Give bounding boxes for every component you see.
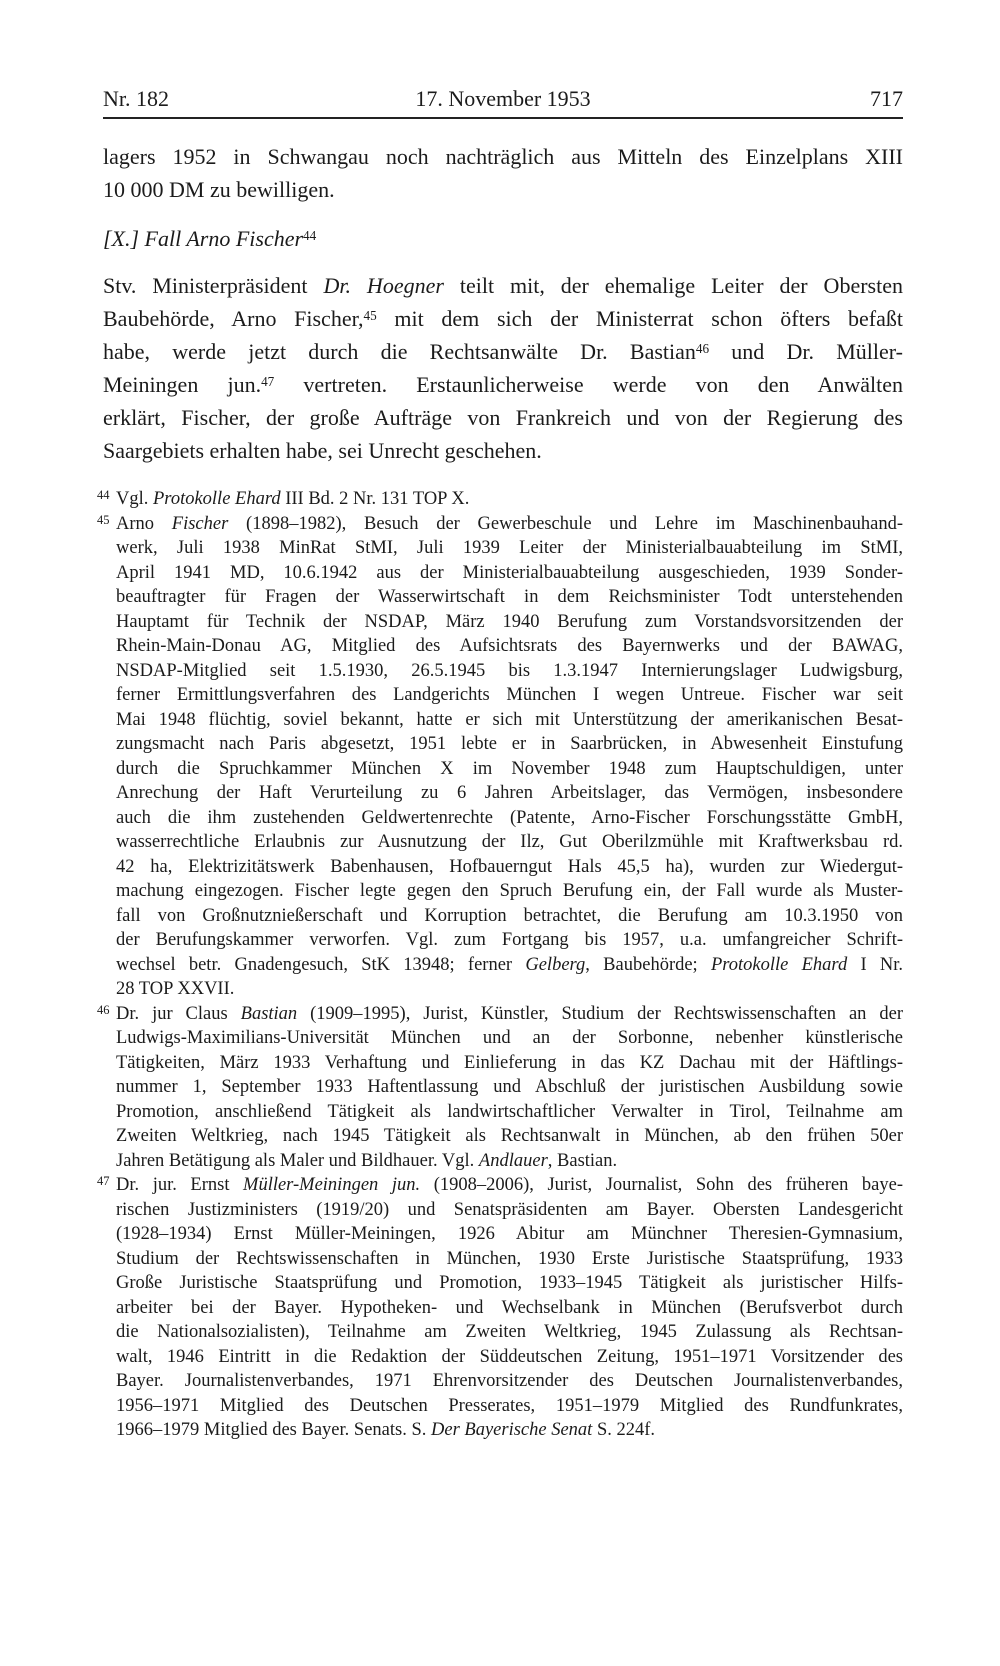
- header-page-number: 717: [870, 86, 903, 111]
- text-line: Studium der Rechtswissenschaften in München, 1930 Erste Juristische Staatsprüfung, 1933: [116, 1248, 903, 1269]
- text-line: Ludwigs-Maximilians-Universität München und an der Sorbonne, nebenher künstlerische: [116, 1028, 903, 1048]
- text-line: Mai 1948 flüchtig, soviel bekannt, hatte er sich mit Unterstützung der amerikanischen Besat-: [116, 709, 903, 730]
- text-line: Saargebiets erhalten habe, sei Unrecht geschehen.: [103, 438, 542, 463]
- footnote-47: [97, 1173, 903, 1443]
- paragraph-continuation: [103, 140, 903, 206]
- footnote-46: [97, 1002, 903, 1174]
- footnote-ref: 47: [261, 374, 275, 390]
- text-line: Jahren Betätigung als Maler und Bildhauer. Vgl. Andlauer, Bastian.: [116, 1150, 618, 1171]
- footnote-text: [116, 487, 903, 512]
- text-segment: Müller-Meiningen jun.: [243, 1175, 421, 1195]
- footnote-ref: 44: [303, 228, 317, 244]
- text-segment: [X.] Fall Arno Fischer: [103, 226, 304, 251]
- footnote-text: [116, 512, 903, 1002]
- footnote-number: 45: [97, 512, 110, 527]
- footnote-number: 44: [97, 488, 110, 502]
- text-line: 10 000 DM zu bewilligen.: [103, 177, 335, 202]
- page-header: [103, 0, 903, 112]
- footnote-45: [97, 512, 904, 1002]
- text-line: zungsmacht nach Paris abgesetzt, 1951 lebte er in Saarbrücken, in Abwesenheit Einstufung: [116, 734, 903, 754]
- text-line: ferner Ermittlungsverfahren des Landgerichts München I wegen Untreue. Fischer war seit: [116, 685, 903, 705]
- text-line: die Nationalsozialisten), Teilnahme am Zweiten Weltkrieg, 1945 Zulassung als Rechtsan-: [116, 1322, 903, 1342]
- text-segment: Protokolle Ehard: [710, 954, 848, 975]
- text-line: wechsel betr. Gnadengesuch, StK 13948; ferner Gelberg, Baubehörde; Protokolle Ehard I Nr.: [116, 954, 904, 975]
- text-line: fall von Großnutznießerschaft und Korruption betrachtet, die Berufung am 10.3.1950 von: [116, 905, 903, 926]
- text-line: 1966–1979 Mitglied des Bayer. Senats. S. Der Bayerische Senat S. 224f.: [116, 1420, 656, 1440]
- text-line: Zweiten Weltkrieg, nach 1945 Tätigkeit als Rechtsanwalt in München, ab den frühen 50er: [116, 1126, 903, 1146]
- text-segment: Der Bayerische Senat: [431, 1420, 593, 1440]
- section-heading: [103, 222, 903, 255]
- text-line: werk, Juli 1938 MinRat StMI, Juli 1939 Leiter der Ministerialbauabteilung im StMI,: [116, 538, 903, 558]
- footnotes-section: [97, 487, 904, 1443]
- text-line: beauftragter für Fragen der Wasserwirtschaft in dem Reichsminister Todt unterstehenden: [116, 587, 903, 607]
- text-line: Vgl. Protokolle Ehard III Bd. 2 Nr. 131 TOP X.: [116, 489, 470, 509]
- text-segment: Bastian: [240, 1003, 298, 1024]
- text-line: habe, werde jetzt durch die Rechtsanwälte Dr. Bastian$^{46}$ und Dr. Müller-: [103, 339, 903, 364]
- footnote-text: [116, 1173, 903, 1443]
- text-line: arbeiter bei der Bayer. Hypotheken- und Wechselbank in München (Berufsverbot durch: [116, 1297, 903, 1318]
- text-line: rischen Justizministers (1919/20) und Senatspräsidenten am Bayer. Obersten Landesgericht: [116, 1199, 903, 1220]
- text-segment: Gelberg: [525, 954, 586, 975]
- text-line: 42 ha, Elektrizitätswerk Babenhausen, Hofbauerngut Hals 45,5 ha), wurden zur Wiedergut-: [116, 856, 903, 877]
- footnote-number: 46: [97, 1002, 110, 1017]
- text-line: Rhein-Main-Donau AG, Mitglied des Aufsichtsrats des Bayernwerks und der BAWAG,: [116, 636, 903, 656]
- text-segment: Dr. Hoegner: [323, 273, 444, 298]
- text-line: erklärt, Fischer, der große Aufträge von Frankreich und von der Regierung des: [103, 405, 903, 430]
- text-line: auch die ihm zustehenden Geldwertenrechte (Patente, Arno-Fischer Forschungsstätte GmbH,: [116, 807, 903, 828]
- text-segment: Andlauer: [478, 1150, 548, 1171]
- text-line: nummer 1, September 1933 Haftentlassung und Abschluß der juristischen Ausbildung sowie: [116, 1077, 903, 1097]
- text-segment: Protokolle Ehard: [153, 489, 281, 509]
- footnote-44: [97, 487, 903, 512]
- text-block: [97, 0, 904, 1443]
- footnote-ref: 45: [363, 308, 377, 324]
- text-line: [103, 222, 903, 255]
- text-line: Dr. jur. Ernst Müller-Meiningen jun. (1908–2006), Jurist, Journalist, Sohn des früheren baye-: [116, 1175, 903, 1195]
- text-line: machung eingezogen. Fischer legte gegen den Spruch Berufung ein, der Fall wurde als Muster-: [116, 881, 903, 901]
- text-line: Bayer. Journalistenverbandes, 1971 Ehrenvorsitzender des Deutschen Journalistenverbandes,: [116, 1371, 903, 1391]
- text-line: April 1941 MD, 10.6.1942 aus der Ministerialbauabteilung ausgeschieden, 1939 Sonder-: [116, 562, 903, 583]
- text-line: walt, 1946 Eintritt in die Redaktion der Süddeutschen Zeitung, 1951–1971 Vorsitzender des: [116, 1346, 903, 1367]
- text-line: Tätigkeiten, März 1933 Verhaftung und Einlieferung in das KZ Dachau mit der Häftlings-: [116, 1052, 903, 1073]
- text-segment: Fischer: [171, 513, 229, 534]
- text-line: Arno Fischer (1898–1982), Besuch der Gewerbeschule und Lehre im Maschinenbauhand-: [116, 513, 903, 534]
- text-line: Anrechung der Haft Verurteilung zu 6 Jahren Arbeitslager, das Vermögen, insbesondere: [116, 783, 903, 803]
- text-line: durch die Spruchkammer München X im November 1948 zum Hauptschuldigen, unter: [116, 758, 903, 779]
- text-line: 28 TOP XXVII.: [116, 979, 235, 999]
- text-line: NSDAP-Mitglied seit 1.5.1930, 26.5.1945 bis 1.3.1947 Internierungslager Ludwigsburg,: [116, 660, 903, 681]
- text-line: der Berufungskammer verworfen. Vgl. zum Fortgang bis 1957, u.a. umfangreicher Schrift-: [116, 930, 903, 950]
- footnote-text: [116, 1002, 903, 1174]
- text-line: wasserrechtliche Erlaubnis zur Ausnutzung der Ilz, Gut Oberilzmühle mit Kraftwerksbau rd.: [116, 832, 903, 852]
- text-line: lagers 1952 in Schwangau noch nachträglich aus Mitteln des Einzelplans XIII: [103, 144, 903, 169]
- text-line: Stv. Ministerpräsident Dr. Hoegner teilt mit, der ehemalige Leiter der Obersten: [103, 273, 903, 298]
- footnote-number: 47: [97, 1174, 110, 1188]
- text-line: Hauptamt für Technik der NSDAP, März 1940 Berufung zum Vorstandsvorsitzenden der: [116, 611, 903, 632]
- footnote-ref: 46: [695, 341, 710, 357]
- paragraph-main: [103, 269, 903, 467]
- text-line: Große Juristische Staatsprüfung und Promotion, 1933–1945 Tätigkeit als juristischer Hilfs-: [116, 1273, 903, 1293]
- text-line: 1956–1971 Mitglied des Deutschen Presserates, 1951–1979 Mitglied des Rundfunkrates,: [116, 1395, 903, 1416]
- header-date: 17. November 1953: [415, 86, 591, 111]
- text-line: Meiningen jun.$^{47}$ vertreten. Erstaunlicherweise werde von den Anwälten: [103, 372, 903, 397]
- text-line: Promotion, anschließend Tätigkeit als landwirtschaftlicher Verwalter in Tirol, Teilnahme am: [116, 1101, 903, 1122]
- text-line: (1928–1934) Ernst Müller-Meiningen, 1926 Abitur am Münchner Theresien-Gymnasium,: [116, 1224, 903, 1244]
- header-rule: [103, 117, 903, 119]
- text-line: Baubehörde, Arno Fischer,$^{45}$ mit dem sich der Ministerrat schon öfters befaßt: [103, 306, 903, 331]
- text-line: Dr. jur Claus Bastian (1909–1995), Jurist, Künstler, Studium der Rechtswissenschaften an der: [116, 1003, 903, 1024]
- header-doc-number: Nr. 182: [103, 86, 169, 111]
